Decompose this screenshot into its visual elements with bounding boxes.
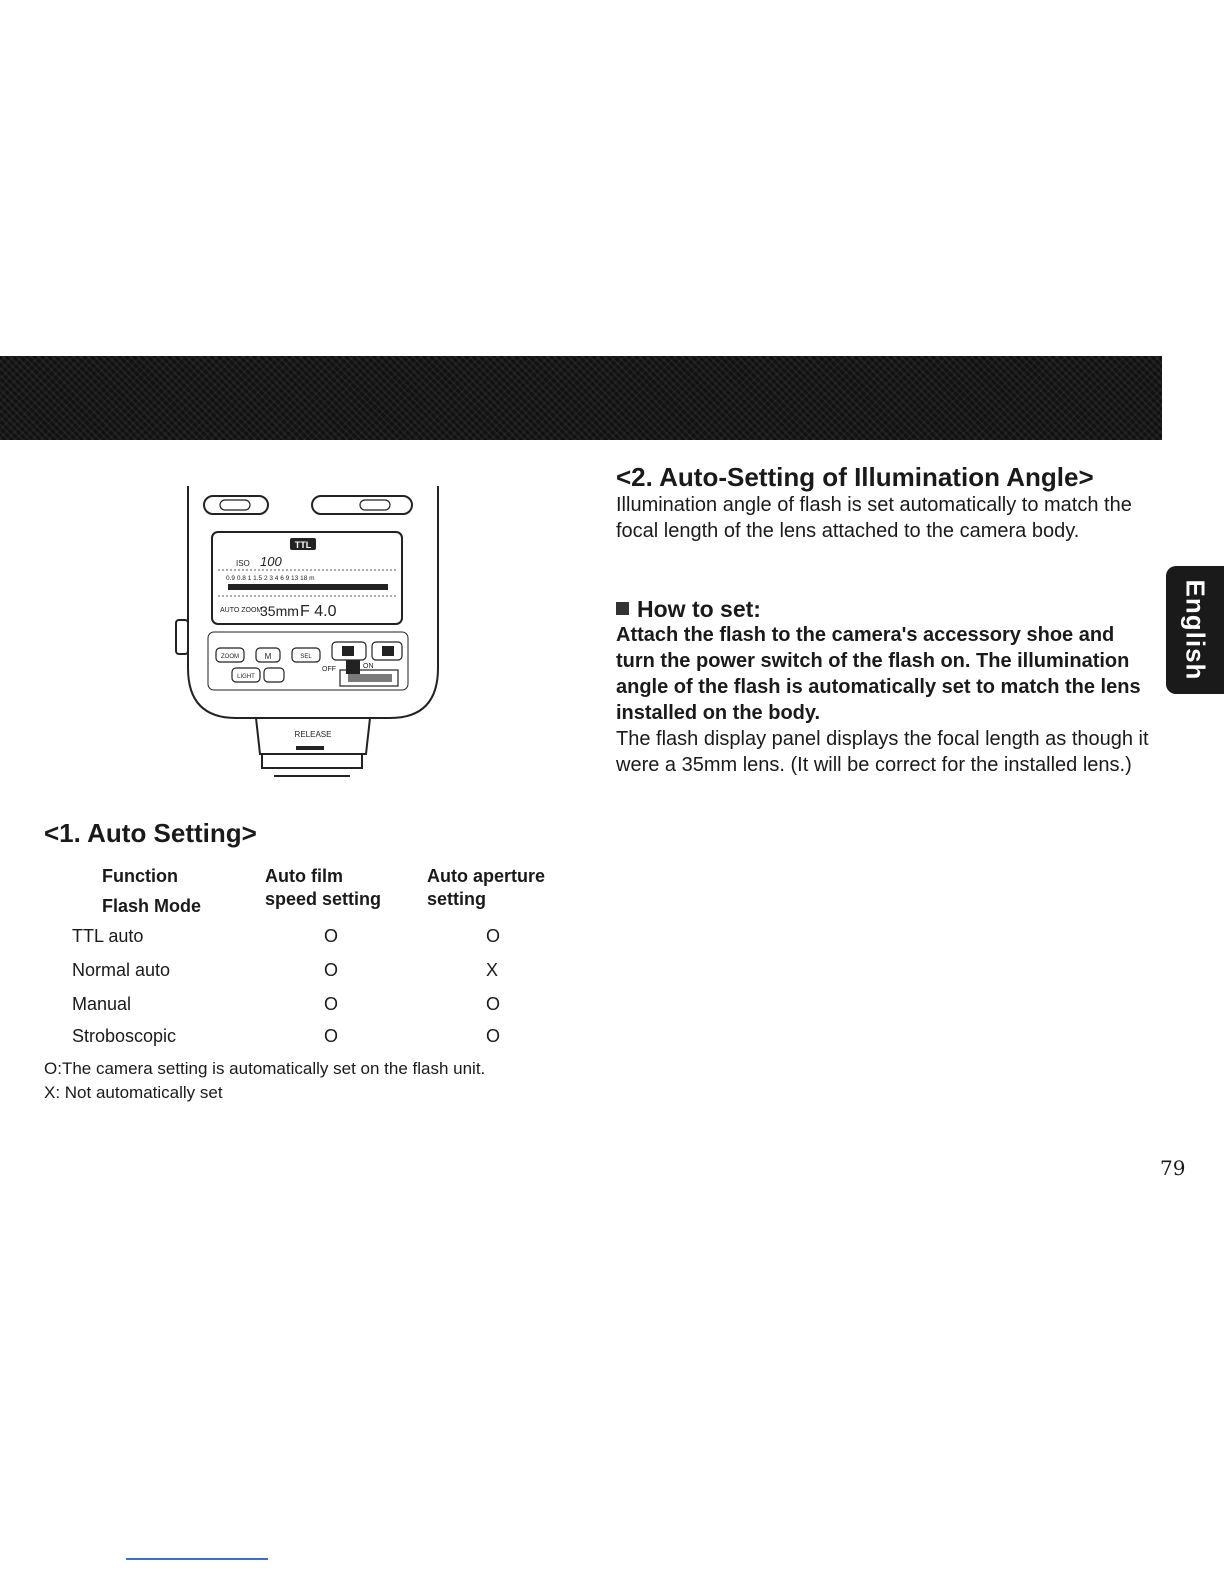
- section2-intro: Illumination angle of flash is set automatically to match the focal length of the lens attached to the camera body.: [616, 494, 1132, 542]
- header-aperture-line2: setting: [427, 889, 487, 909]
- section1-title: <1. Auto Setting>: [44, 818, 257, 848]
- row-film: O: [324, 1026, 339, 1046]
- page-number: 79: [1160, 1156, 1186, 1180]
- table-row: [44, 1026, 584, 1056]
- release-label: RELEASE: [294, 730, 332, 739]
- header-banner: [0, 356, 1162, 440]
- how-to-title: How to set:: [637, 596, 761, 622]
- lcd-iso-value: 100: [260, 554, 282, 569]
- lcd-iso-label: ISO: [236, 559, 250, 568]
- legend-note-x: X: Not automatically set: [44, 1083, 223, 1102]
- row-film: O: [324, 960, 339, 980]
- section2-title: <2. Auto-Setting of Illumination Angle>: [616, 462, 1094, 492]
- lcd-focal-length: 35mm: [260, 603, 299, 619]
- row-mode: Normal auto: [72, 960, 171, 980]
- how-to-instructions: Attach the flash to the camera's accessory shoe and turn the power switch of the flash on. The illumination angle of the flash is automatically set to match the lens installed on the body.: [616, 624, 1141, 724]
- row-mode: Stroboscopic: [72, 1026, 177, 1046]
- how-to-details: The flash display panel displays the focal length as though it were a 35mm lens. (It will be correct for the installed lens.): [616, 728, 1149, 776]
- footer-divider: [126, 1558, 268, 1560]
- legend-note-o: O:The camera setting is automatically set on the flash unit.: [44, 1059, 486, 1078]
- switch-off-label: OFF: [322, 666, 336, 673]
- row-film: O: [324, 994, 339, 1014]
- square-bullet-icon: [616, 602, 629, 615]
- lcd-aperture: F 4.0: [300, 603, 337, 620]
- lcd-mode-text: TTL: [294, 540, 312, 550]
- how-to-heading: [616, 596, 761, 623]
- header-aperture-line1: Auto aperture: [427, 866, 546, 886]
- lcd-distance-scale: 0.9 0.8 1 1.5 2 3 4 6 9 13 18 m: [226, 575, 315, 582]
- language-tab-label: English: [1180, 579, 1211, 681]
- header-flash-mode: Flash Mode: [102, 896, 202, 916]
- row-aperture: O: [486, 926, 501, 946]
- row-aperture: O: [486, 994, 501, 1014]
- sel-button-label: SEL: [300, 654, 312, 660]
- row-aperture: X: [486, 960, 499, 980]
- header-function: Function: [102, 866, 178, 886]
- header-film-line2: speed setting: [265, 889, 382, 909]
- switch-on-label: ON: [363, 663, 374, 670]
- row-aperture: O: [486, 1026, 501, 1046]
- zoom-button-label: ZOOM: [221, 654, 239, 660]
- language-tab: [1166, 566, 1224, 694]
- lcd-auto-zoom: AUTO ZOOM: [220, 607, 263, 614]
- light-button-label: LIGHT: [237, 674, 255, 680]
- flash-unit-illustration: [60, 472, 560, 812]
- table-row: [44, 960, 584, 990]
- row-film: O: [324, 926, 339, 946]
- table-row: [44, 926, 584, 956]
- row-mode: Manual: [72, 994, 132, 1014]
- header-film-line1: Auto film: [265, 866, 343, 886]
- row-mode: TTL auto: [72, 926, 144, 946]
- table-row: [44, 994, 584, 1024]
- m-button-label: M: [264, 652, 272, 661]
